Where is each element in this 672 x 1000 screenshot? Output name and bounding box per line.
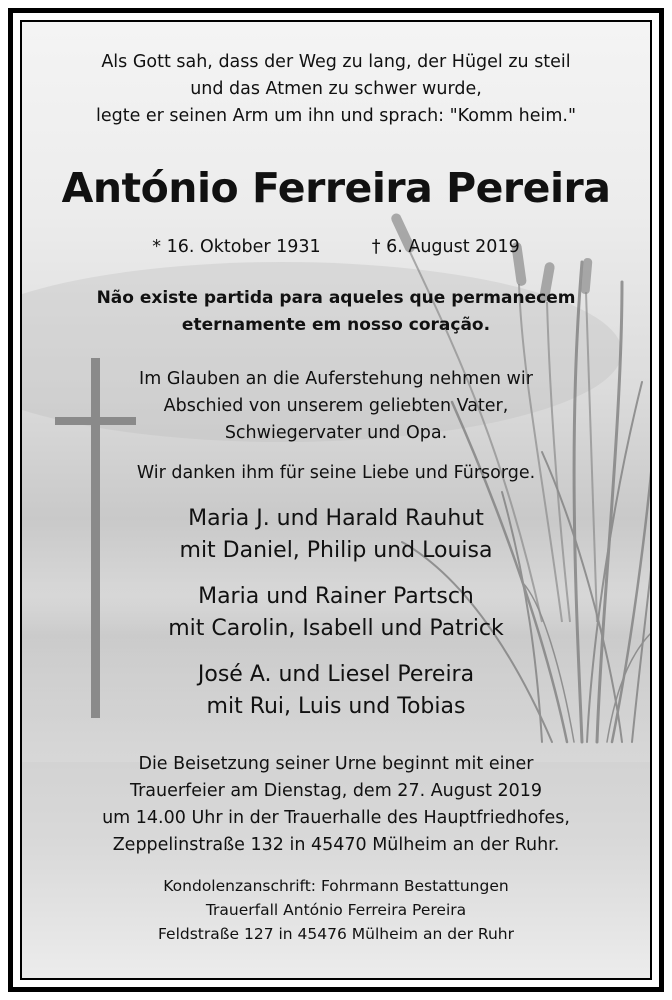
verse-line: Als Gott sah, dass der Weg zu lang, der Hügel zu steil bbox=[101, 52, 571, 72]
family-children: mit Daniel, Philip und Louisa bbox=[179, 538, 493, 563]
condolence-address-line: Feldstraße 127 in 45476 Mülheim an der Ruhr bbox=[157, 925, 514, 943]
portuguese-quote-line: Não existe partida para aqueles que permanecem bbox=[96, 288, 576, 308]
funeral-info-line: um 14.00 Uhr in der Trauerhalle des Hauptfriedhofes, bbox=[102, 808, 570, 828]
family-names: Maria J. und Harald Rauhut bbox=[188, 506, 484, 531]
farewell-line: Schwiegervater und Opa. bbox=[224, 423, 448, 443]
portuguese-quote-line: eternamente em nosso coração. bbox=[181, 315, 491, 335]
funeral-info-line: Trauerfeier am Dienstag, dem 27. August 2019 bbox=[129, 781, 543, 801]
verse-line: legte er seinen Arm um ihn und sprach: "Komm heim." bbox=[95, 106, 577, 126]
life-dates bbox=[0, 234, 672, 260]
family-children: mit Carolin, Isabell und Patrick bbox=[168, 616, 504, 641]
farewell-line: Abschied von unserem geliebten Vater, bbox=[163, 396, 509, 416]
deceased-name: António Ferreira Pereira bbox=[61, 164, 611, 212]
birth-date: * 16. Oktober 1931 bbox=[152, 237, 321, 257]
family-names: José A. und Liesel Pereira bbox=[197, 662, 475, 687]
thanks-line: Wir danken ihm für seine Liebe und Fürsorge. bbox=[136, 463, 536, 483]
family-children: mit Rui, Luis und Tobias bbox=[206, 694, 466, 719]
farewell-line: Im Glauben an die Auferstehung nehmen wir bbox=[139, 369, 533, 389]
funeral-info-line: Zeppelinstraße 132 in 45470 Mülheim an der Ruhr. bbox=[112, 835, 560, 855]
family-names: Maria und Rainer Partsch bbox=[198, 584, 474, 609]
funeral-info-line: Die Beisetzung seiner Urne beginnt mit einer bbox=[138, 754, 534, 774]
condolence-address-line: Kondolenzanschrift: Fohrmann Bestattungen bbox=[163, 877, 509, 895]
condolence-address-line: Trauerfall António Ferreira Pereira bbox=[205, 901, 467, 919]
death-date: † 6. August 2019 bbox=[371, 237, 520, 257]
verse-line: und das Atmen zu schwer wurde, bbox=[190, 79, 482, 99]
